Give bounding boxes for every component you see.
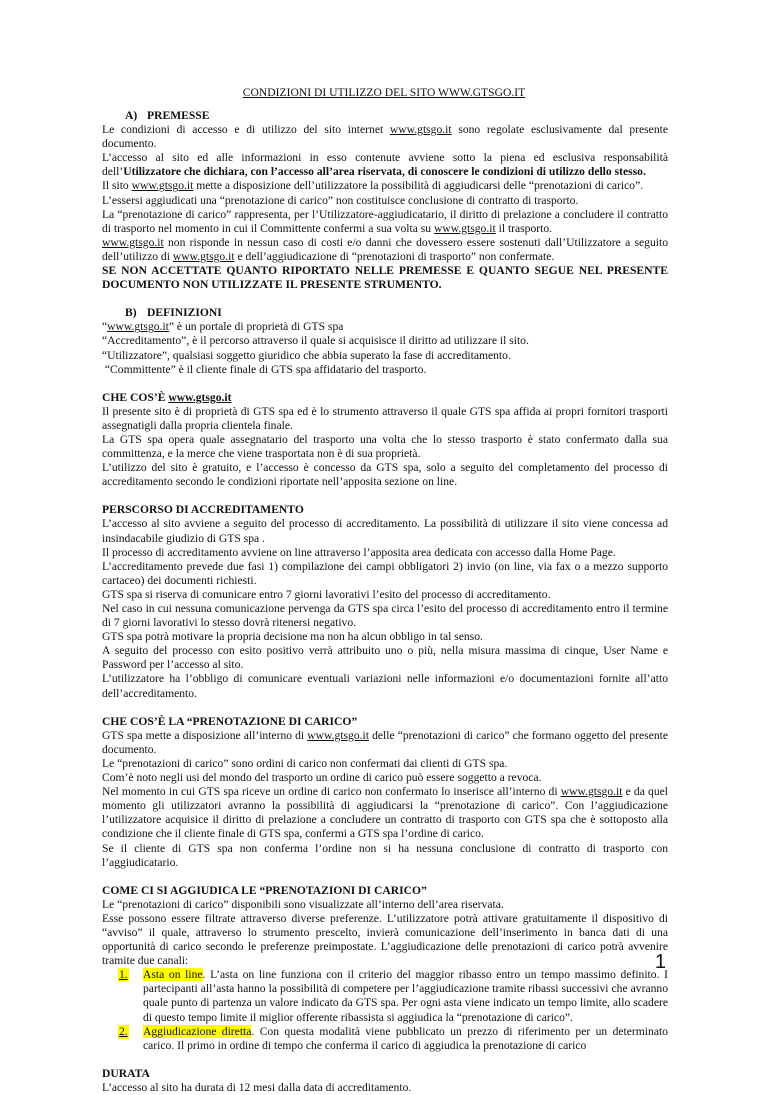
page-title: CONDIZIONI DI UTILIZZO DEL SITO WWW.GTSGO.IT [242,86,526,99]
site-link[interactable]: www.gtsgo.it [168,390,232,404]
document-body [102,109,668,1095]
premesse-paragraph: www.gtsgo.it non risponde in nessun caso di costi e/o danni che dovessero essere sostenuti dall’Utilizzatore a seguito dell’utilizzo di www.gtsgo.it e dell’aggiudicazione di “prenotazioni di trasporto” non confermate. [102,235,668,263]
section-heading-chi: CHE COS’È www.gtsgo.it [102,390,232,404]
chi-paragraph: L’utilizzo del sito è gratuito, e l’accesso è concesso da GTS spa, solo a seguito del completamento del processo di accreditamento secondo le condizioni riportate nell’apposita sezione on line. [102,461,668,489]
section-heading-durata: DURATA [102,1066,150,1080]
premesse-paragraph: L’accesso al sito ed alle informazioni in esso contenute avviene sotto la piena ed esclusiva responsabilità dell’Utilizzatore che dichiara, con l’accesso all’area riservata, di conoscere le condizioni di utilizzo dello stesso. [102,151,668,179]
premesse-paragraph: Il sito www.gtsgo.it mette a disposizione dell’utilizzatore la possibilità di aggiudicarsi delle “prenotazioni di carico”. [102,179,644,193]
list-number: 2. [119,1024,128,1038]
chi-paragraph: Il presente sito è di proprietà di GTS spa ed è lo strumento attraverso il quale GTS spa affida ai propri fornitori trasporti assegnatigli dalla propria clientela finale. [102,404,668,432]
section-heading-premesse: A) PREMESSE [125,109,210,122]
list-item: 1. Asta on line. L’asta on line funziona con il criterio del maggior ribasso entro un tempo massimo definito. I partecipanti all’asta hanno la possibilità di competere per l’aggiudicazione tramite ribassi successivi che avranno quale punto di partenza un valore indicato da GTS spa. Per ogni asta viene indicato un tempo limite, allo scadere di questo tempo limite il miglior offerente ribassista si aggiudica la “prenotazione di carico”. [119,968,668,1024]
premesse-paragraph: La “prenotazione di carico” rappresenta, per l’Utilizzatore-aggiudicatario, il diritto di prelazione a concludere il contratto di trasporto nel momento in cui il Committente confermi a sua volta su www.gtsgo.it il trasporto. [102,207,668,235]
definition-item: “Committente” è il cliente finale di GTS spa affidatario del trasporto. [102,362,427,376]
percorso-paragraph: Il processo di accreditamento avviene on line attraverso l’apposita area dedicata con accesso dalla Home Page. [102,545,616,559]
percorso-paragraph: L’utilizzatore ha l’obbligo di comunicare eventuali variazioni nelle informazioni e/o documentazioni fornite all’atto dell’accreditamento. [102,672,668,700]
percorso-paragraph: GTS spa si riserva di comunicare entro 7 giorni lavorativi l’esito del processo di accreditamento. [102,587,551,601]
page-number: 1 [654,951,666,973]
site-link[interactable]: www.gtsgo.it [560,785,623,799]
percorso-paragraph: A seguito del processo con esito positivo verrà attribuito uno o più, nella misura massima di cinque, User Name e Password per l’accesso al sito. [102,644,668,672]
channel-list [102,968,668,1053]
prenotazione-paragraph: Nel momento in cui GTS spa riceve un ordine di carico non confermato lo inserisce all’interno di www.gtsgo.it e da quel momento gli utilizzatori avranno la possibilità di aggiudicarsi la “prenotazione di carico”. Con l’aggiudicazione l’utilizzatore acquisice il diritto di prelazione a concludere un contratto di trasporto con GTS spa che è sottoposto alla condizione che il cliente finale di GTS spa, confermi a GTS spa l’ordine di carico. [102,785,668,841]
section-heading-percorso: PERSCORSO DI ACCREDITAMENTO [102,503,304,517]
durata-paragraph: L’accesso al sito ha durata di 12 mesi dalla data di accreditamento. [102,1080,412,1094]
premesse-paragraph: Le condizioni di accesso e di utilizzo del sito internet www.gtsgo.it sono regolate esclusivamente dal presente documento. [102,123,668,151]
prenotazione-paragraph: GTS spa mette a disposizione all’interno di www.gtsgo.it delle “prenotazioni di carico” che formano oggetto del presente documento. [102,728,668,756]
prenotazione-paragraph: Com’è noto negli usi del mondo del trasporto un ordine di carico può essere soggetto a revoca. [102,771,542,785]
percorso-paragraph: Nel caso in cui nessuna comunicazione pervenga da GTS spa circa l’esito del processo di accreditamento entro il termine di 7 giorni lavorativi lo stesso dovrà ritenersi negativo. [102,602,668,630]
section-heading-prenotazione: CHE COS’È LA “PRENOTAZIONE DI CARICO” [102,714,358,728]
aggiudica-paragraph: Esse possono essere filtrate attraverso diverse preferenze. L’utilizzatore potrà attivare gratuitamente il dispositivo di “avviso” il quale, attraverso lo strumento prescelto, invierà comunicazione dell’inserimento in banca dati di una opportunità di carico secondo le preferenze preimpostate. L’aggiudicazione delle prenotazioni di carico potrà avvenire tramite due canali: [102,911,668,968]
aggiudica-paragraph: Le “prenotazioni di carico” disponibili sono visualizzate all’interno dell’area riservata. [102,897,504,911]
site-link[interactable]: www.gtsgo.it [389,123,452,137]
list-number: 1. [119,968,128,982]
definition-item: “Utilizzatore”, qualsiasi soggetto giuridico che abbia superato la fase di accreditamento. [102,348,511,362]
site-link[interactable]: www.gtsgo.it [172,249,235,263]
list-item: 2. Aggiudicazione diretta. Con questa modalità viene pubblicato un prezzo di riferimento per un determinato carico. Il primo in ordine di tempo che conferma il carico di aggiudica la prenotazione di carico [119,1024,668,1052]
site-link[interactable]: www.gtsgo.it [102,235,164,249]
percorso-paragraph: GTS spa potrà motivare la propria decisione ma non ha alcun obbligo in tal senso. [102,630,483,644]
premesse-warning: SE NON ACCETTATE QUANTO RIPORTATO NELLE PREMESSE E QUANTO SEGUE NEL PRESENTE DOCUMENTO NON UTILIZZATE IL PRESENTE STRUMENTO. [102,264,668,292]
percorso-paragraph: L’accreditamento prevede due fasi 1) compilazione dei campi obbligatori 2) invio (on line, via fax o a mezzo supporto cartaceo) dei documenti richiesti. [102,559,668,587]
site-link[interactable]: www.gtsgo.it [107,320,169,334]
site-link[interactable]: www.gtsgo.it [131,179,194,193]
prenotazione-paragraph: Se il cliente di GTS spa non conferma l’ordine non si ha nessuna conclusione di contratto di trasporto con l’aggiudicatario. [102,841,668,869]
site-link[interactable]: www.gtsgo.it [433,221,496,235]
percorso-paragraph: L’accesso al sito avviene a seguito del processo di accreditamento. La possibilità di utilizzare il sito viene concessa ad insindacabile giudizio di GTS spa . [102,517,668,545]
definition-item: “Accreditamento”, è il percorso attraverso il quale si acquisisce il diritto ad utilizzare il sito. [102,334,529,348]
section-heading-definizioni: B) DEFINIZIONI [125,306,222,320]
prenotazione-paragraph: Le “prenotazioni di carico” sono ordini di carico non confermati dai clienti di GTS spa. [102,756,508,770]
section-heading-aggiudica: COME CI SI AGGIUDICA LE “PRENOTAZIONI DI CARICO” [102,883,427,897]
definition-item: “www.gtsgo.it” è un portale di proprietà di GTS spa [102,320,344,334]
chi-paragraph: La GTS spa opera quale assegnatario del trasporto una volta che lo stesso trasporto è stato confermato dalla sua committenza, e la merce che viene trasportata non è di sua proprietà. [102,432,668,461]
premesse-paragraph: L’essersi aggiudicati una “prenotazione di carico” non costituisce conclusione di contratto di trasporto. [102,193,579,207]
site-link[interactable]: www.gtsgo.it [307,728,369,742]
